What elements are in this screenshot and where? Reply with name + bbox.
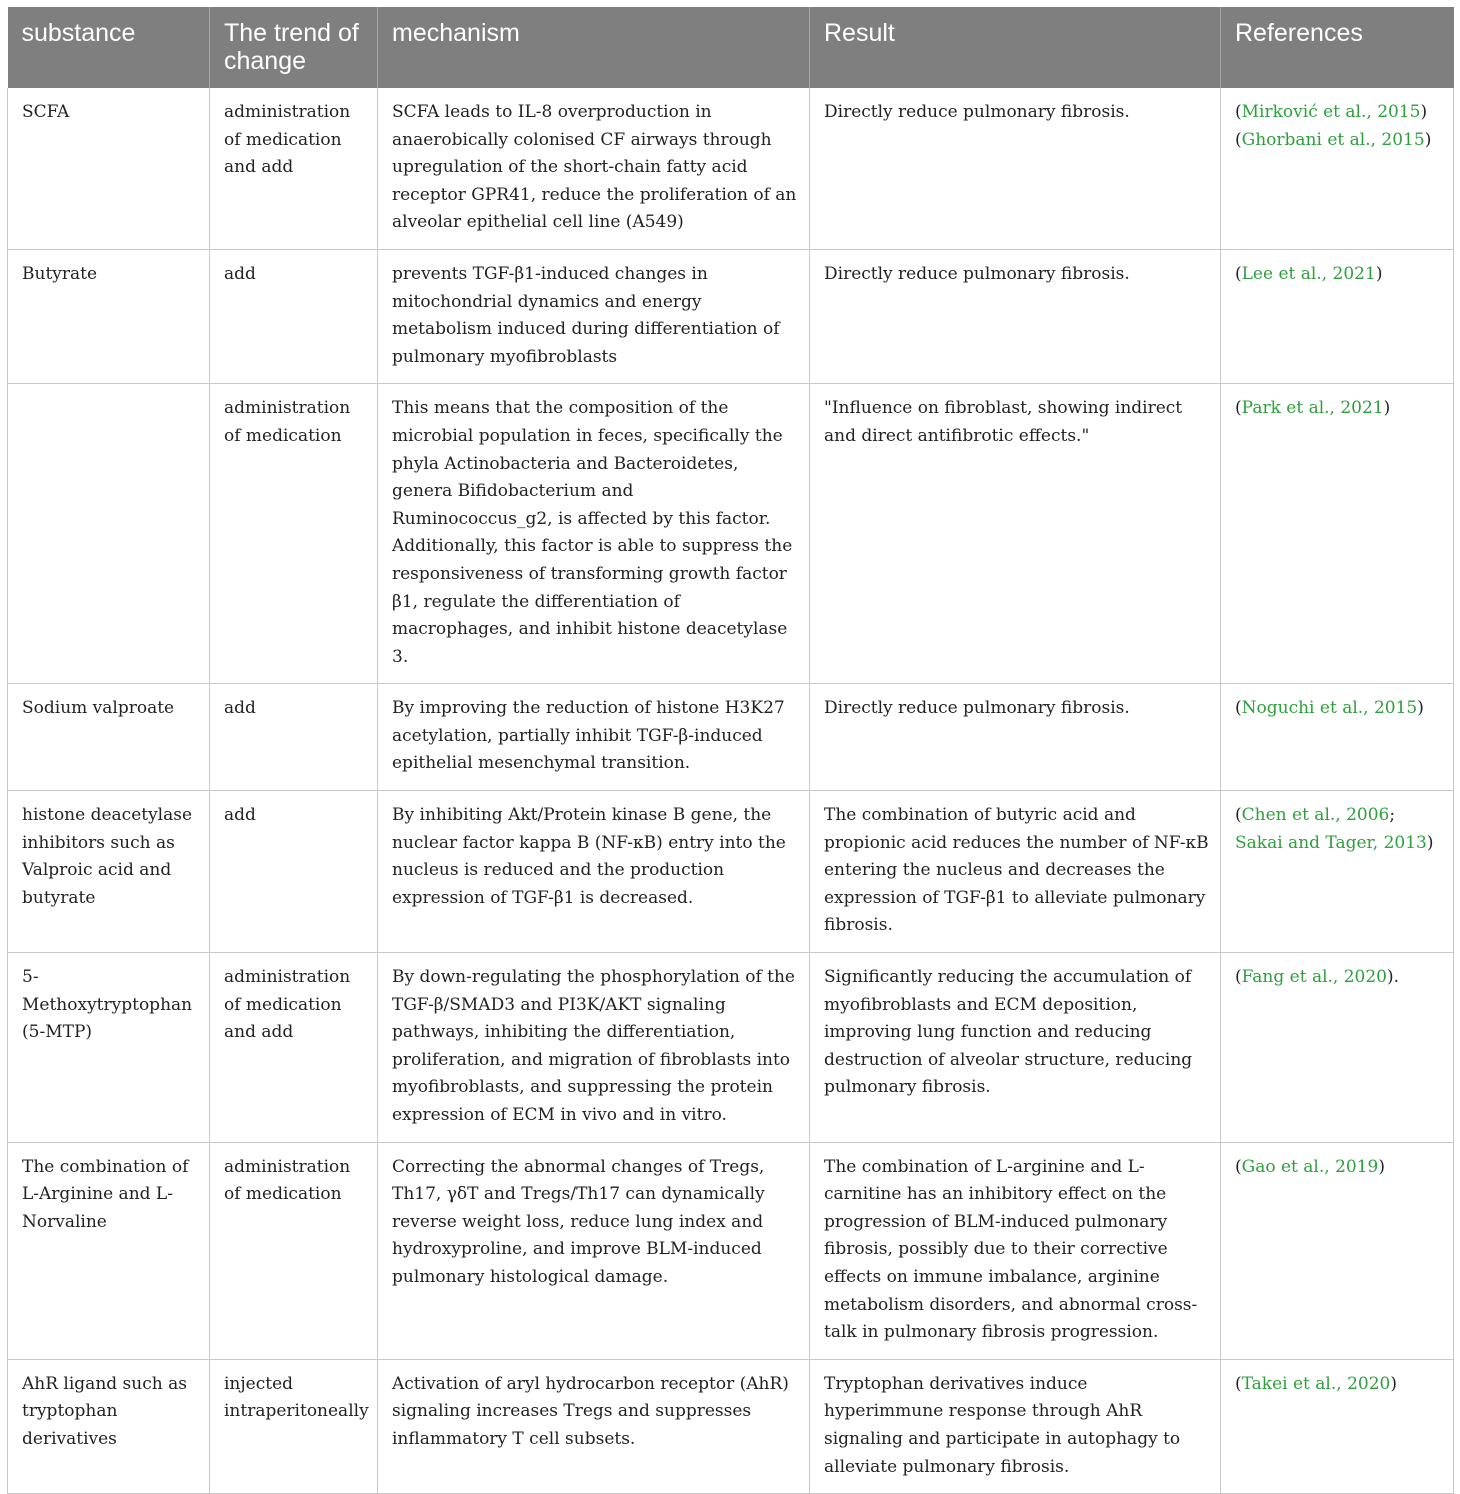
table-row	[8, 1142, 1454, 1359]
header-substance: substance	[21, 19, 136, 47]
cell-mechanism: Correcting the abnormal changes of Tregs, Th17, γδT and Tregs/Th17 can dynamically reverse weight loss, reduce lung index and hydroxyproline, and improve BLM-induced pulmonary histological damage.	[378, 1142, 810, 1359]
reference-link[interactable]: Chen et al., 2006	[1241, 805, 1390, 826]
cell-mechanism: By inhibiting Akt/Protein kinase B gene, the nuclear factor kappa B (NF-κB) entry into the nucleus is reduced and the production expression of TGF-β1 is decreased.	[378, 791, 810, 953]
cell-mechanism: Activation of aryl hydrocarbon receptor (AhR) signaling increases Tregs and suppresses inflammatory T cell subsets.	[378, 1359, 810, 1493]
cell-references: (Park et al., 2021)	[1221, 384, 1454, 684]
table-row	[8, 953, 1454, 1143]
table-row	[8, 1359, 1454, 1493]
header-row	[8, 7, 1454, 88]
cell-substance: AhR ligand such as tryptophan derivatives	[8, 1359, 210, 1493]
cell-references: (Takei et al., 2020)	[1221, 1359, 1454, 1493]
cell-result: The combination of butyric acid and propionic acid reduces the number of NF-κB entering the nucleus and decreases the expression of TGF-β1 to alleviate pulmonary fibrosis.	[810, 791, 1221, 953]
reference-link[interactable]: Fang et al., 2020	[1241, 967, 1387, 988]
cell-result: The combination of L-arginine and L-carnitine has an inhibitory effect on the progression of BLM-induced pulmonary fibrosis, possibly due to their corrective effects on immune imbalance, arginine metabolism disorders, and abnormal cross-talk in pulmonary fibrosis progression.	[810, 1142, 1221, 1359]
cell-substance	[8, 384, 210, 684]
cell-references: (Chen et al., 2006; Sakai and Tager, 2013)	[1221, 791, 1454, 953]
cell-substance: The combination of L-Arginine and L-Norvaline	[8, 1142, 210, 1359]
reference-link[interactable]: Gao et al., 2019	[1241, 1156, 1379, 1177]
cell-references: (Gao et al., 2019)	[1221, 1142, 1454, 1359]
reference-link[interactable]: Sakai and Tager, 2013	[1235, 832, 1427, 853]
table-row	[8, 88, 1454, 249]
reference-link[interactable]: Mirković et al., 2015	[1241, 102, 1421, 122]
cell-mechanism: This means that the composition of the microbial population in feces, specifically the phyla Actinobacteria and Bacteroidetes, genera Bifidobacterium and Ruminococcus_g2, is affected by this factor. Additionally, this factor is able to suppress the responsiveness of transforming growth factor β1, regulate the differentiation of macrophages, and inhibit histone deacetylase 3.	[378, 384, 810, 684]
cell-references: (Mirković et al., 2015) (Ghorbani et al., 2015)	[1221, 88, 1454, 249]
cell-result: "Influence on fibroblast, showing indirect and direct antifibrotic effects."	[810, 384, 1221, 684]
cell-trend: injected intraperitoneally	[210, 1359, 378, 1493]
header-mechanism: mechanism	[378, 7, 810, 88]
cell-mechanism: prevents TGF-β1-induced changes in mitochondrial dynamics and energy metabolism induced during differentiation of pulmonary myofibroblasts	[378, 249, 810, 383]
cell-trend: add	[210, 249, 378, 383]
table-row	[8, 384, 1454, 684]
reference-link[interactable]: Takei et al., 2020	[1241, 1373, 1391, 1394]
cell-references: (Fang et al., 2020).	[1221, 953, 1454, 1143]
cell-trend: administration of medication and add	[210, 88, 378, 249]
cell-trend: administration of medication and add	[210, 953, 378, 1143]
cell-substance: Sodium valproate	[8, 684, 210, 791]
header-result: Result	[810, 7, 1221, 88]
reference-link[interactable]: Ghorbani et al., 2015	[1241, 129, 1425, 150]
cell-references: (Lee et al., 2021)	[1221, 249, 1454, 383]
reference-link[interactable]: Park et al., 2021	[1241, 398, 1384, 419]
header-references: References	[1221, 7, 1454, 88]
cell-substance: SCFA	[8, 88, 210, 249]
table-row	[8, 684, 1454, 791]
cell-substance: histone deacetylase inhibitors such as Valproic acid and butyrate	[8, 791, 210, 953]
cell-substance: 5-Methoxytryptophan (5-MTP)	[8, 953, 210, 1143]
cell-trend: administration of medication	[210, 1142, 378, 1359]
cell-trend: add	[210, 791, 378, 953]
cell-references: (Noguchi et al., 2015)	[1221, 684, 1454, 791]
cell-mechanism: By improving the reduction of histone H3K27 acetylation, partially inhibit TGF-β-induced epithelial mesenchymal transition.	[378, 684, 810, 791]
fibrosis-substance-table	[7, 7, 1454, 1494]
cell-result: Directly reduce pulmonary fibrosis.	[810, 88, 1221, 249]
cell-result: Directly reduce pulmonary fibrosis.	[810, 684, 1221, 791]
cell-result: Significantly reducing the accumulation of myofibroblasts and ECM deposition, improving lung function and reducing destruction of alveolar structure, reducing pulmonary fibrosis.	[810, 953, 1221, 1143]
reference-link[interactable]: Noguchi et al., 2015	[1241, 698, 1418, 719]
cell-trend: add	[210, 684, 378, 791]
table-row	[8, 249, 1454, 383]
reference-link[interactable]: Lee et al., 2021	[1241, 263, 1376, 284]
cell-result: Directly reduce pulmonary fibrosis.	[810, 249, 1221, 383]
header-trend: The trend of change	[210, 7, 378, 88]
cell-result: Tryptophan derivatives induce hyperimmune response through AhR signaling and participate in autophagy to alleviate pulmonary fibrosis.	[810, 1359, 1221, 1493]
cell-trend: administration of medication	[210, 384, 378, 684]
cell-mechanism: By down-regulating the phosphorylation of the TGF-β/SMAD3 and PI3K/AKT signaling pathways, inhibiting the differentiation, proliferation, and migration of fibroblasts into myofibroblasts, and suppressing the protein expression of ECM in vivo and in vitro.	[378, 953, 810, 1143]
cell-mechanism: SCFA leads to IL-8 overproduction in anaerobically colonised CF airways through upregulation of the short-chain fatty acid receptor GPR41, reduce the proliferation of an alveolar epithelial cell line (A549)	[378, 88, 810, 249]
table-row	[8, 791, 1454, 953]
cell-substance: Butyrate	[8, 249, 210, 383]
